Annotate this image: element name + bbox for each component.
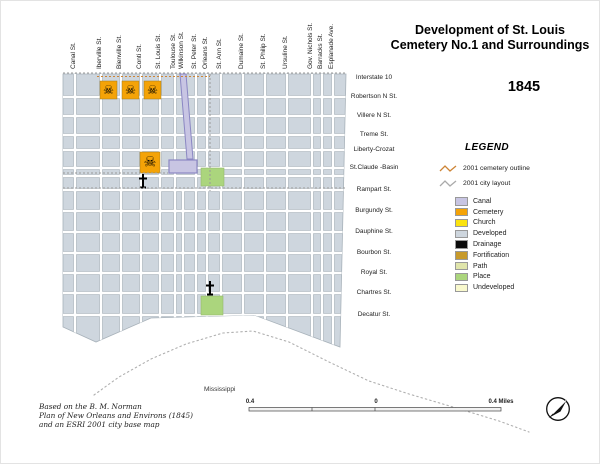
river-label: Mississippi [204, 386, 236, 393]
legend-swatch-label: Fortification [473, 251, 510, 259]
street-label-side: Royal St. [360, 269, 388, 276]
legend-swatch-color [455, 251, 468, 260]
map-year: 1845 [507, 79, 541, 95]
legend-line-label: 2001 cemetery outline [463, 165, 530, 172]
attribution-line1: Based on the B. M. Norman [39, 402, 142, 411]
skull-crossbones-icon: ☠ [147, 83, 158, 98]
legend-swatches [455, 196, 587, 293]
legend-swatch-label: Path [473, 262, 488, 270]
street-label-side: Bourbon St. [356, 249, 392, 256]
street-label-side: Rampart St. [356, 186, 392, 193]
legend-swatch-item [455, 218, 587, 229]
legend-swatch-color [455, 262, 468, 271]
legend-swatch-color [455, 273, 468, 282]
attribution-line2: Plan of New Orleans and Environs (1845) [39, 411, 193, 420]
canal-basin [169, 160, 197, 173]
legend-swatch-item [455, 207, 587, 218]
legend-swatch-label: Developed [473, 230, 507, 238]
scalebar-left-label: 0.4 [245, 399, 255, 405]
legend-swatch-label: Church [473, 219, 496, 227]
attribution-line3: and an ESRI 2001 city base map [39, 420, 160, 429]
scalebar-right-label: 0.4 Miles [488, 399, 514, 405]
legend-swatch-label: Drainage [473, 241, 502, 249]
street-label-top: Wilkinson St. [178, 31, 185, 69]
street-label-top: Bienville St. [116, 35, 123, 69]
street-label-side: Decatur St. [357, 311, 391, 318]
page-title-line1: Development of St. Louis [414, 23, 565, 37]
street-label-side: Villere N St. [356, 112, 392, 119]
street-label-side: Liberty-Crozat [353, 146, 395, 153]
scalebar-zero-label: 0 [374, 399, 378, 405]
street-label-top: St. Ann St. [216, 38, 223, 69]
legend-swatch-label: Place [473, 273, 491, 281]
skull-crossbones-icon: ☠ [125, 83, 136, 98]
street-label-side: Robertson N St. [350, 93, 398, 100]
place-block [201, 168, 224, 186]
legend [437, 142, 587, 293]
street-label-top: Iberville St. [96, 36, 103, 69]
attribution-note [39, 402, 193, 429]
street-label-top: St. Peter St. [191, 33, 198, 69]
street-label-side: Interstate 10 [355, 74, 393, 81]
skull-crossbones-icon: ☠ [103, 83, 114, 98]
skull-crossbones-icon: ☠ [143, 154, 157, 171]
legend-swatch-label: Canal [473, 197, 492, 205]
legend-swatch-item [455, 261, 587, 272]
street-label-top: Dumaine St. [238, 33, 245, 69]
legend-swatch-item [455, 239, 587, 250]
street-label-top: Gov. Nichols St. [307, 22, 314, 69]
legend-swatch-item [455, 228, 587, 239]
legend-line-item [437, 161, 587, 176]
street-label-top: Ursuline St. [282, 35, 289, 69]
street-label-side: Chartres St. [356, 289, 392, 296]
legend-swatch-label: Cemetery [473, 208, 504, 216]
zigzag-line-icon [439, 163, 458, 174]
legend-line-symbols [437, 161, 587, 191]
street-label-top: Conti St. [136, 44, 143, 69]
legend-swatch-item [455, 272, 587, 283]
zigzag-line-icon [439, 178, 458, 189]
street-label-top: St. Philip St. [260, 33, 267, 69]
legend-swatch-color [455, 284, 468, 293]
legend-line-label: 2001 city layout [463, 180, 511, 187]
legend-swatch-color [455, 219, 468, 228]
page-title [384, 23, 596, 53]
legend-title: LEGEND [464, 142, 510, 153]
page-title-line2: Cemetery No.1 and Surroundings [390, 38, 590, 52]
legend-swatch-item [455, 282, 587, 293]
legend-swatch-item [455, 250, 587, 261]
street-label-side: Dauphine St. [355, 228, 393, 235]
street-label-top: Orleans St. [202, 36, 209, 69]
legend-swatch-color [455, 230, 468, 239]
street-label-top: Toulouse St. [170, 33, 177, 69]
legend-swatch-color [455, 240, 468, 249]
legend-swatch-item [455, 196, 587, 207]
street-label-top: Barracks St. [317, 33, 324, 69]
street-label-side: St.Claude -Basin [349, 164, 399, 171]
street-label-side: Burgundy St. [355, 207, 393, 214]
street-label-top: Canal St. [70, 42, 77, 69]
legend-line-item [437, 176, 587, 191]
place-block [201, 296, 223, 315]
legend-swatch-label: Undeveloped [473, 284, 515, 292]
legend-swatch-color [455, 208, 468, 217]
legend-swatch-color [455, 197, 468, 206]
street-label-top: Esplanade Ave. [328, 23, 335, 69]
street-label-top: St. Louis St. [155, 33, 162, 69]
street-label-side: Treme St. [359, 131, 389, 138]
